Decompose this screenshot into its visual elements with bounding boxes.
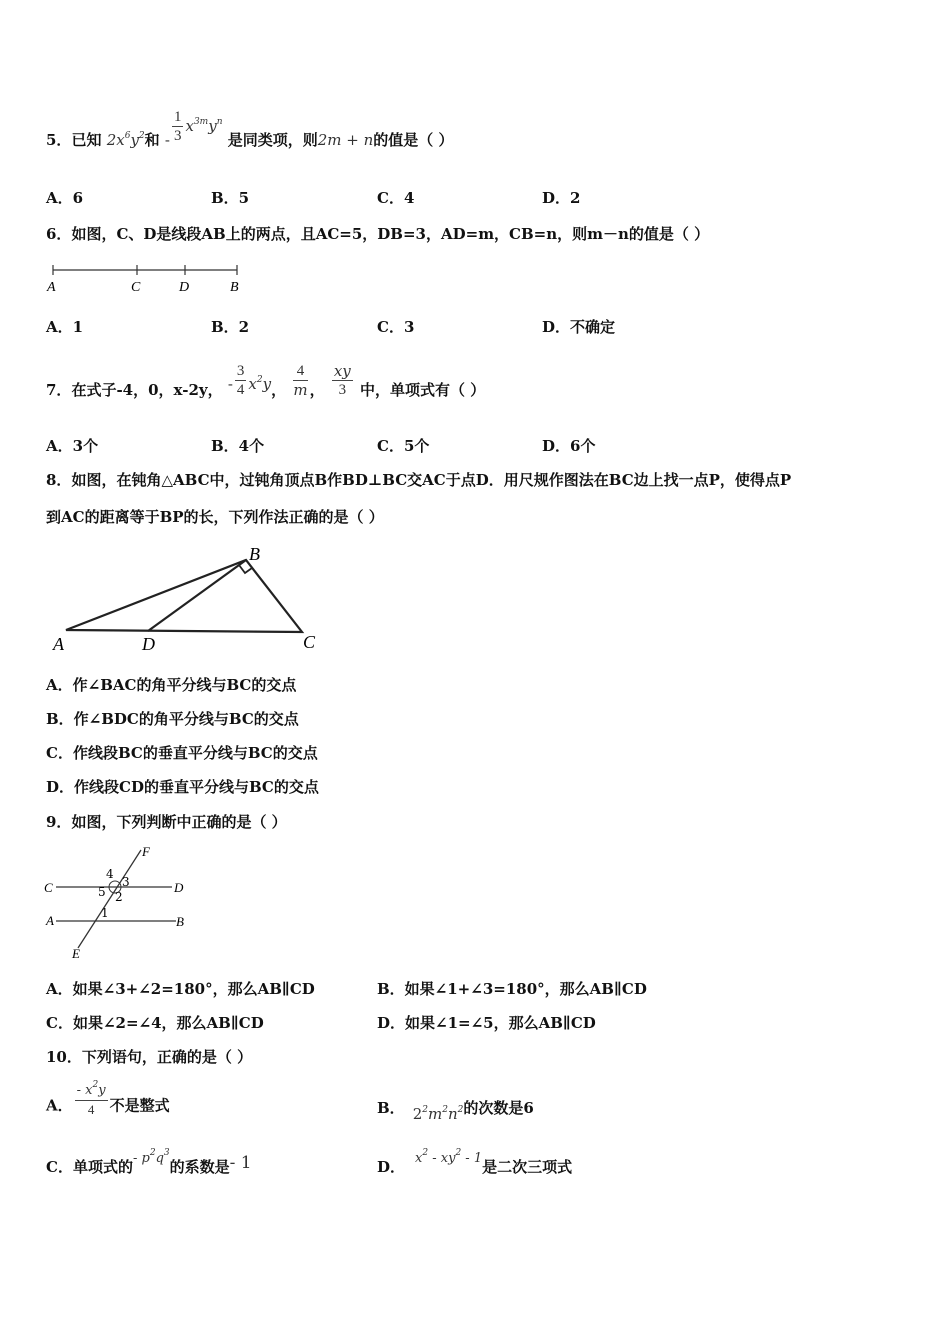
q10-option-a: A． $\frac{- x^2y}{4}$ 不是整式 [46, 1094, 170, 1119]
q7-option-b: B．4个 [211, 437, 265, 455]
q7-fraction-3: $\frac{xy}{3}$ [333, 361, 351, 398]
q9-label-b: B [176, 914, 184, 929]
q9-option-a: A．如果∠3+∠2=180°，那么AB∥CD [46, 980, 315, 998]
q6-option-a: A．1 [46, 318, 84, 336]
q9-label-c: C [44, 880, 53, 895]
q10-c-value: - 1 [229, 1153, 252, 1173]
q9-label-a: A [46, 913, 54, 928]
q8-label-b: B [249, 544, 260, 564]
q10-option-b: B． $2^2m^2n^2$的次数是6 [377, 1099, 534, 1123]
q10-option-c: C．单项式的- $p^2q^3$的系数是- 1 [46, 1148, 252, 1176]
q8-option-c: C．作线段BC的垂直平分线与BC的交点 [46, 744, 318, 762]
q6-option-c: C．3 [377, 318, 415, 336]
q9-lines-figure [42, 842, 202, 964]
q8-label-d: D [142, 634, 155, 654]
q9-angle-2: 2 [115, 890, 123, 904]
question-8-line2: 到AC的距离等于BP的长，下列作法正确的是（ ） [46, 508, 384, 526]
q6-option-b: B．2 [211, 318, 250, 336]
q9-option-b: B．如果∠1+∠3=180°，那么AB∥CD [377, 980, 647, 998]
q10-option-d: D． $x^2 - xy^2 - 1$是二次三项式 [377, 1148, 573, 1176]
q8-option-b: B．作∠BDC的角平分线与BC的交点 [46, 710, 299, 728]
q9-label-f: F [142, 844, 150, 859]
q7-option-d: D．6个 [542, 437, 596, 455]
q9-angle-1: 1 [101, 906, 109, 920]
question-9: 9．如图，下列判断中正确的是（ ） [46, 813, 287, 831]
q5-number: 5． [46, 131, 72, 149]
q9-angle-3: 3 [122, 875, 130, 889]
q5-option-a: A．6 [46, 189, 84, 207]
q5-option-d: D．2 [542, 189, 581, 207]
q8-option-a: A．作∠BAC的角平分线与BC的交点 [46, 676, 297, 694]
q6-option-d: D．不确定 [542, 318, 616, 336]
q6-label-d: D [179, 280, 190, 295]
q7-fraction-1: $\frac{3}{4}$ [236, 362, 245, 398]
q5-option-b: B．5 [211, 189, 250, 207]
q9-option-d: D．如果∠1=∠5，那么AB∥CD [377, 1014, 596, 1032]
q8-triangle-figure [48, 542, 338, 660]
q10-b-expr: $2^2m^2n^2$ [412, 1105, 464, 1123]
q8-label-c: C [303, 632, 316, 652]
question-10: 10．下列语句，正确的是（ ） [46, 1048, 253, 1066]
q8-option-d: D．作线段CD的垂直平分线与BC的交点 [46, 778, 319, 796]
q7-option-c: C．5个 [377, 437, 430, 455]
q7-fraction-2: $\frac{4}{m}$ [293, 362, 308, 399]
question-8-line1: 8．如图，在钝角△ABC中，过钝角顶点B作BD⊥BC交AC于点D．用尺规作图法在BC边上找一点P，使得点P [46, 471, 792, 489]
q5-term2: $x^{3m}y^n$ [185, 117, 223, 135]
q6-segment-figure [44, 262, 254, 296]
q6-label-a: A [47, 280, 56, 295]
q9-label-d: D [174, 880, 184, 895]
q10-c-expr: - $p^2q^3$ [132, 1148, 170, 1166]
q9-option-c: C．如果∠2=∠4，那么AB∥CD [46, 1014, 264, 1032]
q9-angle-4: 4 [106, 867, 114, 881]
q10-a-fraction: $\frac{- x^2y}{4}$ [75, 1076, 108, 1119]
q5-fraction: $\frac{1}{3}$ [173, 108, 182, 144]
q7-option-a: A．3个 [46, 437, 99, 455]
question-5: 5．已知 $2x^6y^2$和 - $\frac{1}{3}$ $x^{3m}y^n$ 是同类项，则2m + n的值是（ ） [46, 108, 454, 149]
q5-option-c: C．4 [377, 189, 415, 207]
q6-label-b: B [230, 280, 239, 295]
q8-label-a: A [53, 634, 64, 654]
q5-expr: 2m + n [317, 131, 374, 149]
q9-angle-5: 5 [98, 885, 106, 899]
question-6: 6．如图，C、D是线段AB上的两点，且AC=5，DB=3，AD=m，CB=n，则m－n的值是（ ） [46, 225, 710, 243]
q10-d-expr: $x^2 - xy^2 - 1$ [415, 1148, 483, 1166]
question-7: 7．在式子-4，0，x-2y， - $\frac{3}{4}$ $x^2y$， $\frac{4}{m}$ ， $\frac{xy}{3}$ 中，单项式有（ ） [46, 361, 486, 399]
q9-label-e: E [72, 946, 80, 961]
q5-term1: $2x^6y^2$ [106, 131, 145, 149]
q6-label-c: C [131, 280, 141, 295]
